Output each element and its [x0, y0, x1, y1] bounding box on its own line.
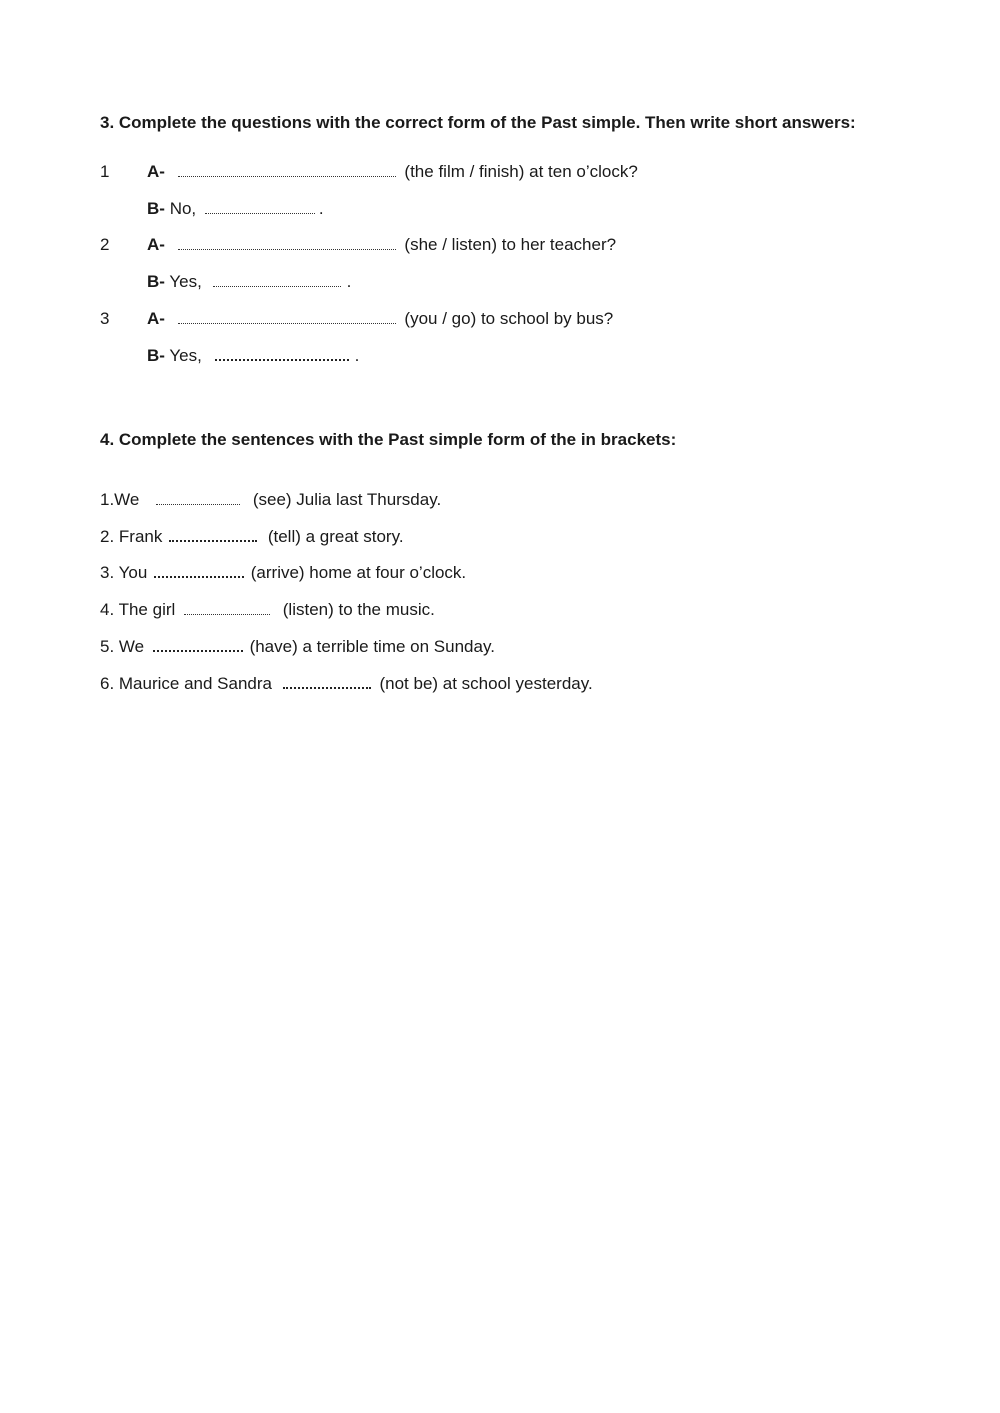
item-number: 2 — [100, 235, 110, 254]
item-number: 1 — [100, 162, 110, 181]
short-answer-blank[interactable] — [215, 345, 349, 361]
verb-blank[interactable] — [184, 600, 270, 615]
item-number: 3 — [100, 309, 110, 328]
sentence-end: (not be) at school yesterday. — [379, 674, 593, 693]
sentence-start: 3. You — [100, 563, 148, 582]
sentence-start: 1.We — [100, 490, 140, 509]
sentence-start: 2. Frank — [100, 527, 163, 546]
speaker-a-label: A- — [147, 235, 165, 254]
answer-blank[interactable] — [178, 235, 396, 250]
sentence-start: 4. The girl — [100, 600, 176, 619]
speaker-b-label: B- — [147, 346, 165, 365]
speaker-a-label: A- — [147, 162, 165, 181]
sentence-end: (listen) to the music. — [282, 600, 435, 619]
sentence-start: 5. We — [100, 637, 145, 656]
sentence-start: 6. Maurice and Sandra — [100, 674, 272, 693]
sentence-end: (have) a terrible time on Sunday. — [249, 637, 495, 656]
answer-blank[interactable] — [178, 162, 396, 177]
answer-line — [147, 271, 351, 293]
answer-suffix: . — [318, 199, 324, 218]
exercise-4-sentence-3 — [100, 562, 466, 584]
speaker-b-label: B- — [147, 272, 165, 291]
short-answer-blank[interactable] — [205, 199, 315, 214]
answer-blank[interactable] — [178, 309, 396, 324]
short-answer-blank[interactable] — [213, 272, 341, 287]
question-line — [147, 161, 638, 183]
exercise-3-heading: 3. Complete the questions with the correct form of the Past simple. Then write short answers: — [100, 113, 856, 132]
verb-blank[interactable] — [153, 636, 243, 652]
question-prompt: (she / listen) to her teacher? — [404, 235, 617, 254]
sentence-end: (tell) a great story. — [267, 527, 404, 546]
sentence-end: (arrive) home at four o’clock. — [250, 563, 467, 582]
question-line — [147, 308, 613, 330]
answer-prefix: No, — [169, 199, 197, 218]
exercise-4-heading: 4. Complete the sentences with the Past simple form of the in brackets: — [100, 430, 677, 449]
verb-blank[interactable] — [283, 673, 371, 689]
exercise-4-sentence-2 — [100, 526, 404, 548]
answer-suffix: . — [354, 346, 360, 365]
answer-prefix: Yes, — [169, 272, 202, 291]
answer-line — [147, 198, 324, 220]
verb-blank[interactable] — [156, 490, 240, 505]
verb-blank[interactable] — [169, 526, 257, 542]
question-prompt: (the film / finish) at ten o’clock? — [404, 162, 638, 181]
question-line — [147, 234, 616, 256]
exercise-4-sentence-5 — [100, 636, 495, 658]
exercise-4-sentence-6 — [100, 673, 593, 695]
answer-line — [147, 345, 359, 367]
exercise-4-sentence-4 — [100, 599, 435, 621]
sentence-end: (see) Julia last Thursday. — [252, 490, 442, 509]
question-prompt: (you / go) to school by bus? — [404, 309, 614, 328]
verb-blank[interactable] — [154, 562, 244, 578]
answer-prefix: Yes, — [169, 346, 202, 365]
speaker-a-label: A- — [147, 309, 165, 328]
answer-suffix: . — [346, 272, 352, 291]
speaker-b-label: B- — [147, 199, 165, 218]
exercise-4-sentence-1 — [100, 489, 441, 511]
